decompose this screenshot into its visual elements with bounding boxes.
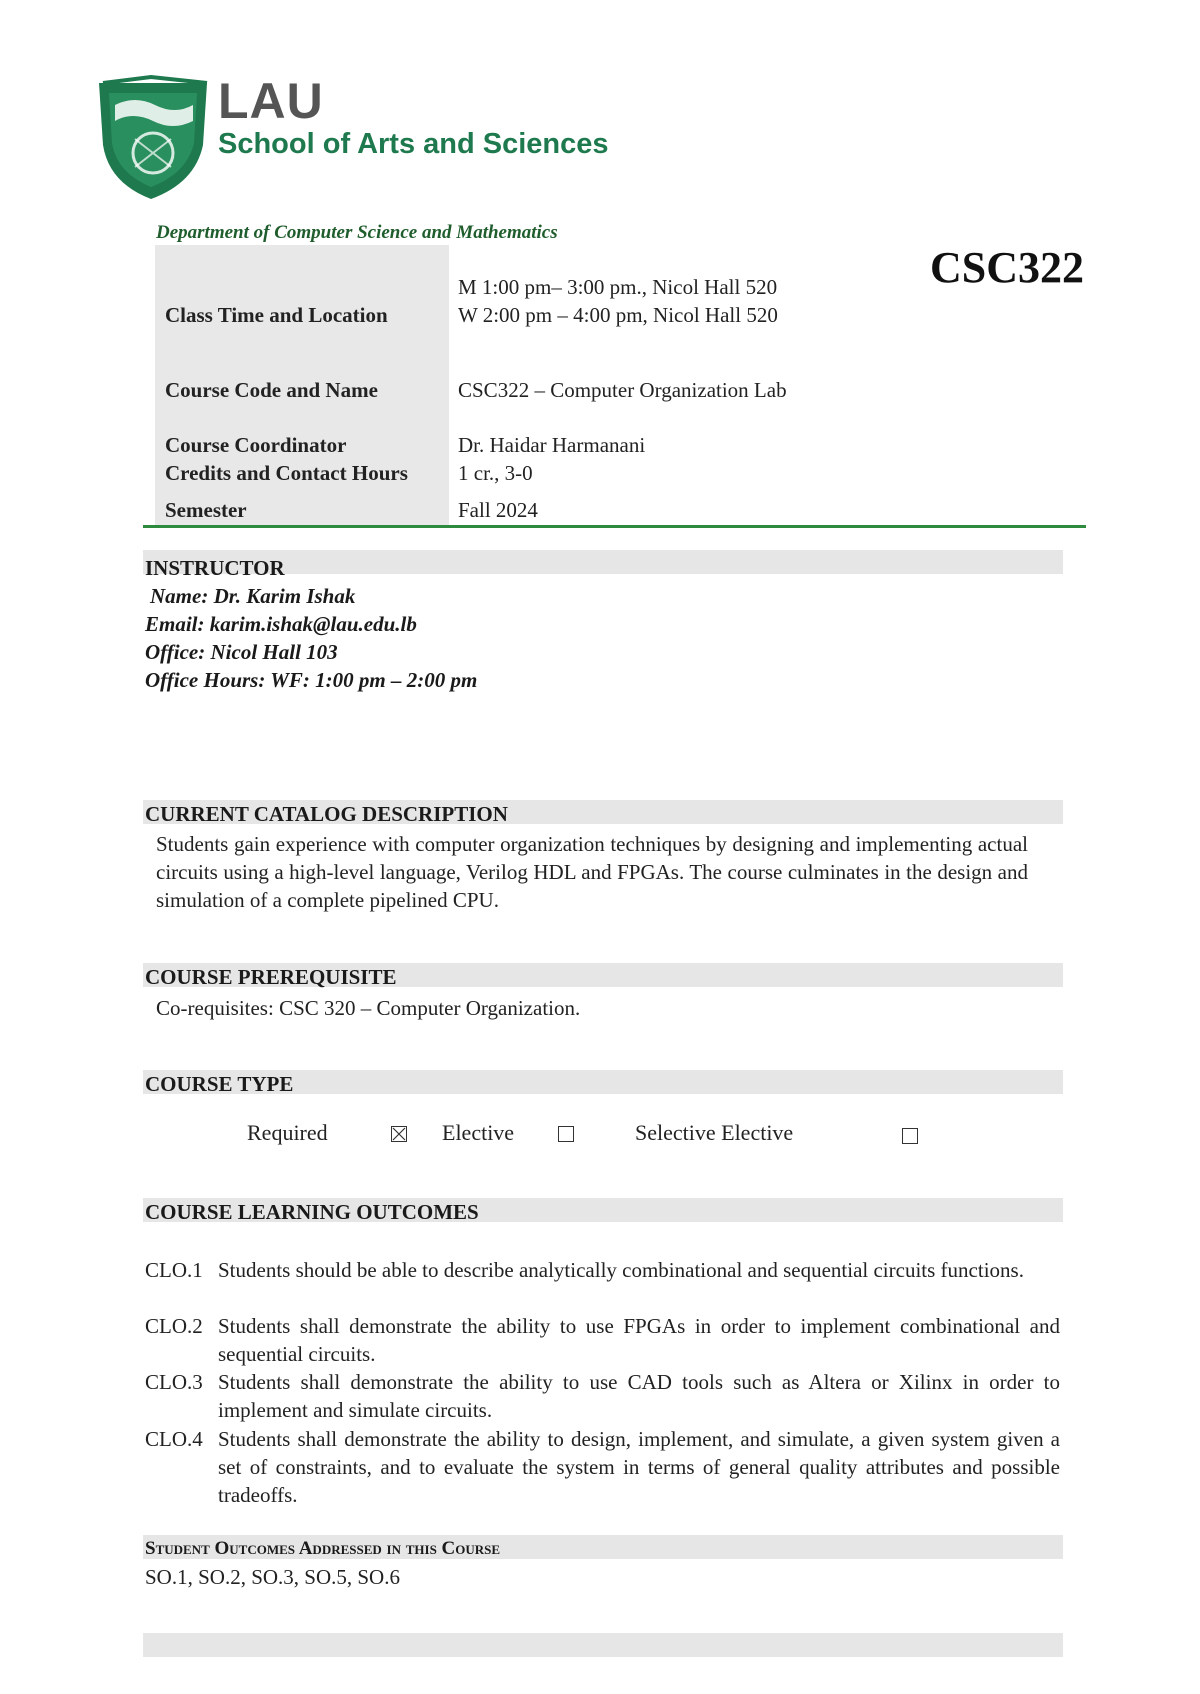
label-class-time: Class Time and Location [165,303,388,327]
department-name: Department of Computer Science and Mathematics [156,222,558,243]
value-credits: 1 cr., 3-0 [458,461,533,485]
student-outcomes-heading: Student Outcomes Addressed in this Course [145,1538,501,1559]
instructor-heading: INSTRUCTOR [145,556,285,580]
elective-checkbox[interactable] [558,1126,574,1142]
clo-1-id: CLO.1 [145,1258,203,1282]
value-class-time-1: M 1:00 pm– 3:00 pm., Nicol Hall 520 [458,275,778,299]
label-coordinator: Course Coordinator [165,433,347,457]
instructor-office: Office: Nicol Hall 103 [145,640,338,664]
student-outcomes-list: SO.1, SO.2, SO.3, SO.5, SO.6 [145,1565,400,1589]
checked-x-icon [392,1127,406,1141]
label-credits: Credits and Contact Hours [165,461,408,485]
label-course-code: Course Code and Name [165,378,378,402]
course-code-title: CSC322 [930,243,1085,292]
logo-subtitle: School of Arts and Sciences [218,128,609,160]
catalog-heading: CURRENT CATALOG DESCRIPTION [145,802,508,826]
logo-title: LAU [218,73,324,129]
course-type-heading: COURSE TYPE [145,1072,294,1096]
value-coordinator: Dr. Haidar Harmanani [458,433,646,457]
prerequisite-heading: COURSE PREREQUISITE [145,965,397,989]
clo-2-id: CLO.2 [145,1314,203,1338]
clo-2-text: Students shall demonstrate the ability to use FPGAs in order to implement combinational and sequential circuits. [218,1314,1060,1366]
lau-logo [95,75,635,205]
catalog-description: Students gain experience with computer organization techniques by designing and implementing actual circuits using a high-level language, Verilog HDL and FPGAs. The course culminates in the design and simulation of a complete pipelined CPU. [156,832,1028,912]
lau-crest-icon [95,75,215,203]
outcomes-heading: COURSE LEARNING OUTCOMES [145,1200,479,1224]
required-checkbox[interactable] [391,1126,407,1142]
clo-1-text: Students should be able to describe analytically combinational and sequential circuits functions. [218,1258,1024,1282]
value-course-code: CSC322 – Computer Organization Lab [458,378,787,402]
header-divider [143,525,1086,528]
selective-elective-checkbox[interactable] [902,1128,918,1144]
value-class-time-2: W 2:00 pm – 4:00 pm, Nicol Hall 520 [458,303,778,327]
clo-4-text: Students shall demonstrate the ability to design, implement, and simulate, a given system given a set of constraints, and to evaluate the system in terms of general quality attributes and possible tradeoffs. [218,1427,1060,1507]
label-semester: Semester [165,498,247,522]
course-type-selective-label: Selective Elective [635,1120,794,1145]
instructor-office-hours: Office Hours: WF: 1:00 pm – 2:00 pm [145,668,478,692]
next-section-bar [143,1633,1063,1657]
instructor-email: Email: karim.ishak@lau.edu.lb [145,612,417,636]
clo-3-id: CLO.3 [145,1370,203,1394]
prerequisite-text: Co-requisites: CSC 320 – Computer Organization. [156,996,581,1020]
instructor-name: Name: Dr. Karim Ishak [150,584,356,608]
course-type-elective-label: Elective [442,1120,515,1145]
course-type-required-label: Required [247,1120,328,1145]
clo-4-id: CLO.4 [145,1427,203,1451]
value-semester: Fall 2024 [458,498,538,522]
clo-3-text: Students shall demonstrate the ability to use CAD tools such as Altera or Xilinx in order to implement and simulate circuits. [218,1370,1060,1422]
